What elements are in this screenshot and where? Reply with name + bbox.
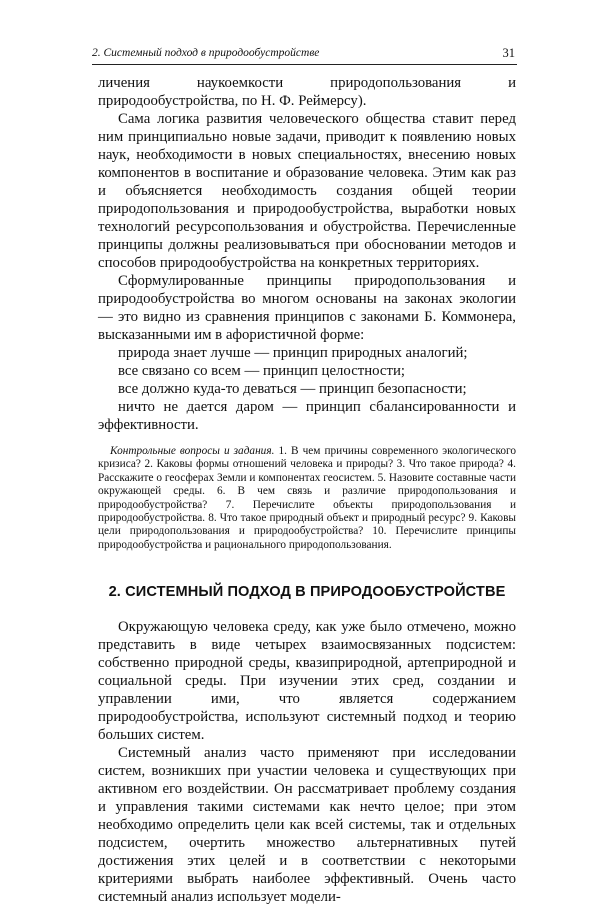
- running-head-title: 2. Системный подход в природообустройстве: [92, 47, 320, 59]
- principle-item: все должно куда-то деваться — принцип безопасности;: [118, 381, 467, 397]
- continued-paragraph: личения наукоемкости природопользования и природообустройства, по Н. Ф. Реймерсу).: [98, 75, 516, 109]
- review-questions: [98, 445, 516, 552]
- principle-item: все связано со всем — принцип целостности;: [118, 363, 405, 379]
- paragraph: Системный анализ часто применяют при исследовании систем, возникших при участии человека и существующих при активном его воздействии. Он рассматривает проблему создания и управления такими системами как нечто целое; при этом необходимо определить цели как всей системы, так и отдельных подсистем, очертить множество альтернативных путей достижения этих целей и в соответствии с некоторыми критериями выбрать наиболее эффективный. Очень часто системный анализ использует модели-: [98, 745, 516, 906]
- page-number: 31: [502, 46, 515, 60]
- principle-item: ничто не дается даром — принцип сбалансированности и эффективности.: [98, 399, 516, 433]
- running-head: [92, 46, 517, 65]
- section-heading: 2. СИСТЕМНЫЙ ПОДХОД В ПРИРОДООБУСТРОЙСТВЕ: [108, 584, 506, 601]
- page-body: [98, 74, 516, 906]
- review-questions-label: Контрольные вопросы и задания.: [110, 445, 275, 457]
- review-questions-text: 1. В чем причины современного экологического кризиса? 2. Каковы формы отношений человека и природы? 3. Что такое природа? 4. Расскажите о геосферах Земли и компонентах геосистем. 5. Назовите составные части окружающей среды. 6. В чем связь и различие природопользования и природообустройства? 7. Перечислите объекты природопользования и природообустройства. 8. Что такое природный объект и природный ресурс? 9. Каковы цели природопользования и природообустройства? 10. Перечислите принципы природообустройства и рационального природопользования.: [98, 445, 517, 551]
- paragraph: Сформулированные принципы природопользования и природообустройства во многом основаны на законах экологии — это видно из сравнения принципов с законами Б. Коммонера, высказанными им в афористичной форме:: [98, 273, 516, 343]
- paragraph: Окружающую человека среду, как уже было отмечено, можно представить в виде четырех взаимосвязанных подсистем: собственно природной среды, квазиприродной, артеприродной и социальной среды. При изучении этих сред, создании и управлении ими, что является содержанием природообустройства, используют системный подход и теорию больших систем.: [98, 619, 516, 744]
- principles-list: [98, 344, 516, 434]
- principle-item: природа знает лучше — принцип природных аналогий;: [118, 345, 468, 361]
- paragraph: Сама логика развития человеческого общества ставит перед ним принципиально новые задачи, приводит к появлению новых наук, необходимости в новых специальностях, внесению новых компонентов в воспитание и образование человека. Этим как раз и объясняется необходимость создания общей теории природопользования и природообустройства, выработки новых технологий ресурсопользования и обустройства. Перечисленные принципы должны реализовываться при обосновании методов и способов природообустройства на конкретных территориях.: [98, 111, 516, 271]
